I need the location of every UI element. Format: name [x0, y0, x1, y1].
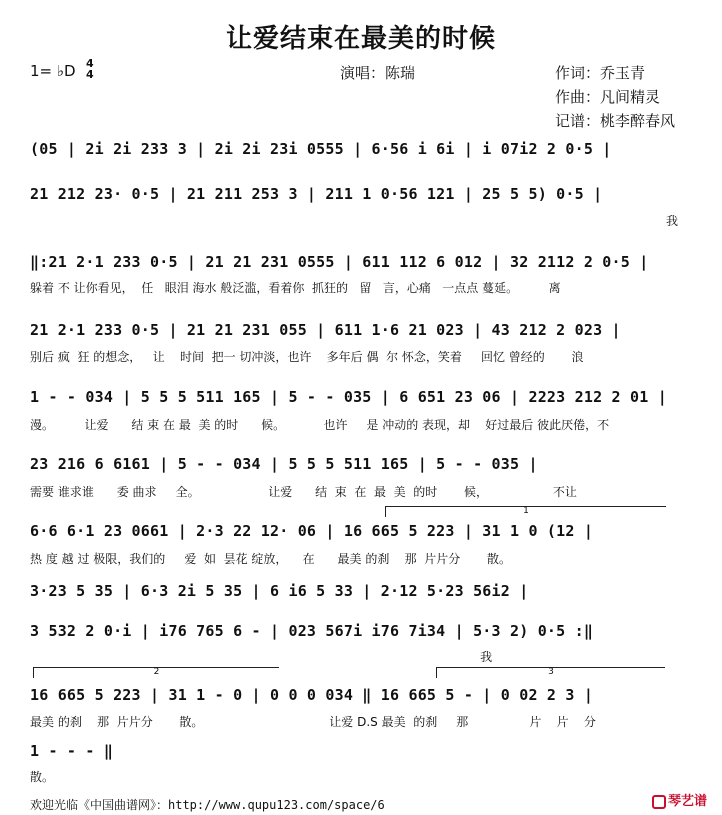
- composer: 作曲：凡间精灵: [555, 88, 661, 106]
- score-line-9: 3 532 2 0·i | i76 765 6 - | 023 567i i76 7i34 | 5·3 2) 0·5 :‖: [30, 622, 594, 640]
- site-logo: [652, 790, 707, 809]
- score-line-10: 16 665 5 223 | 31 1 - 0 | 0 0 0 034 ‖ 16 665 5 - | 0 02 2 3 |: [30, 686, 594, 704]
- lyricist: 作词：乔玉青: [555, 64, 646, 82]
- lyric-line-10: 最美 的刹 那 片片分 散。 让爱 D.S 最美 的刹 那 片 片 分: [30, 715, 596, 729]
- key-signature: 1= ♭D: [30, 62, 76, 80]
- volta-bracket-1: 1: [385, 506, 666, 517]
- time-signature: [86, 58, 94, 80]
- volta-bracket-2: 2: [33, 667, 279, 678]
- score-line-11: 1 - - - ‖: [30, 742, 114, 760]
- score-line-6: 23 216 6 6161 | 5 - - 034 | 5 5 5 511 165 | 5 - - 035 |: [30, 455, 538, 473]
- logo-text: 琴艺谱: [668, 794, 708, 809]
- singer: 演唱：陈瑞: [340, 64, 416, 82]
- lyric-line-11: 散。: [30, 770, 55, 784]
- lyric-line-9: 我: [30, 650, 493, 664]
- score-line-5: 1 - - 034 | 5 5 5 511 165 | 5 - - 035 | 6 651 23 06 | 2223 212 2 01 |: [30, 388, 667, 406]
- time-signature-bottom: 4: [86, 68, 94, 81]
- score-line-2: 21 212 23· 0·5 | 21 211 253 3 | 211 1 0·56 121 | 25 5 5) 0·5 |: [30, 185, 603, 203]
- score-line-1: (05 | 2i 2i 233 3 | 2i 2i 23i 0555 | 6·56 i 6i | i 07i2 2 0·5 |: [30, 140, 612, 158]
- footer-credit: 欢迎光临《中国曲谱网》：http://www.qupu123.com/space/6: [30, 798, 385, 812]
- logo-icon: [652, 795, 666, 809]
- lyric-line-4: 别后 疯 狂 的想念， 让 时间 把一 切冲淡，也许 多年后 偶 尔 怀念，笑着 回忆 曾经的 浪: [30, 350, 584, 364]
- transcriber: 记谱：桃李醉春风: [555, 112, 676, 130]
- lyric-line-3: 躲着 不 让你看见， 任 眼泪 海水 般泛滥，看着你 抓狂的 留 言，心痛 一点点 蔓延。 离: [30, 281, 561, 295]
- score-line-8: 3·23 5 35 | 6·3 2i 5 35 | 6 i6 5 33 | 2·12 5·23 56i2 |: [30, 582, 529, 600]
- score-line-7: 6·6 6·1 23 0661 | 2·3 22 12· 06 | 16 665 5 223 | 31 1 0 (12 |: [30, 522, 594, 540]
- time-signature-top: 4: [86, 57, 94, 70]
- song-title: 让爱结束在最美的时候: [225, 24, 496, 54]
- lyric-line-6: 需要 谁求谁 委 曲求 全。 让爱 结 束 在 最 美 的时 候， 不让: [30, 485, 577, 499]
- score-line-3: ‖:21 2·1 233 0·5 | 21 21 231 0555 | 611 112 6 012 | 32 2112 2 0·5 |: [30, 253, 649, 271]
- score-line-4: 21 2·1 233 0·5 | 21 21 231 055 | 611 1·6 21 023 | 43 212 2 023 |: [30, 321, 621, 339]
- lyric-line-2: 我: [666, 214, 679, 228]
- lyric-line-7: 热 度 越 过 极限，我们的 爱 如 昙花 绽放， 在 最美 的刹 那 片片分 散。: [30, 552, 511, 566]
- volta-bracket-3: 3: [436, 667, 665, 678]
- lyric-line-5: 漫。 让爱 结 束 在 最 美 的时 候。 也许 是 冲动的 表现，却 好过最后 彼此厌倦，不: [30, 418, 610, 432]
